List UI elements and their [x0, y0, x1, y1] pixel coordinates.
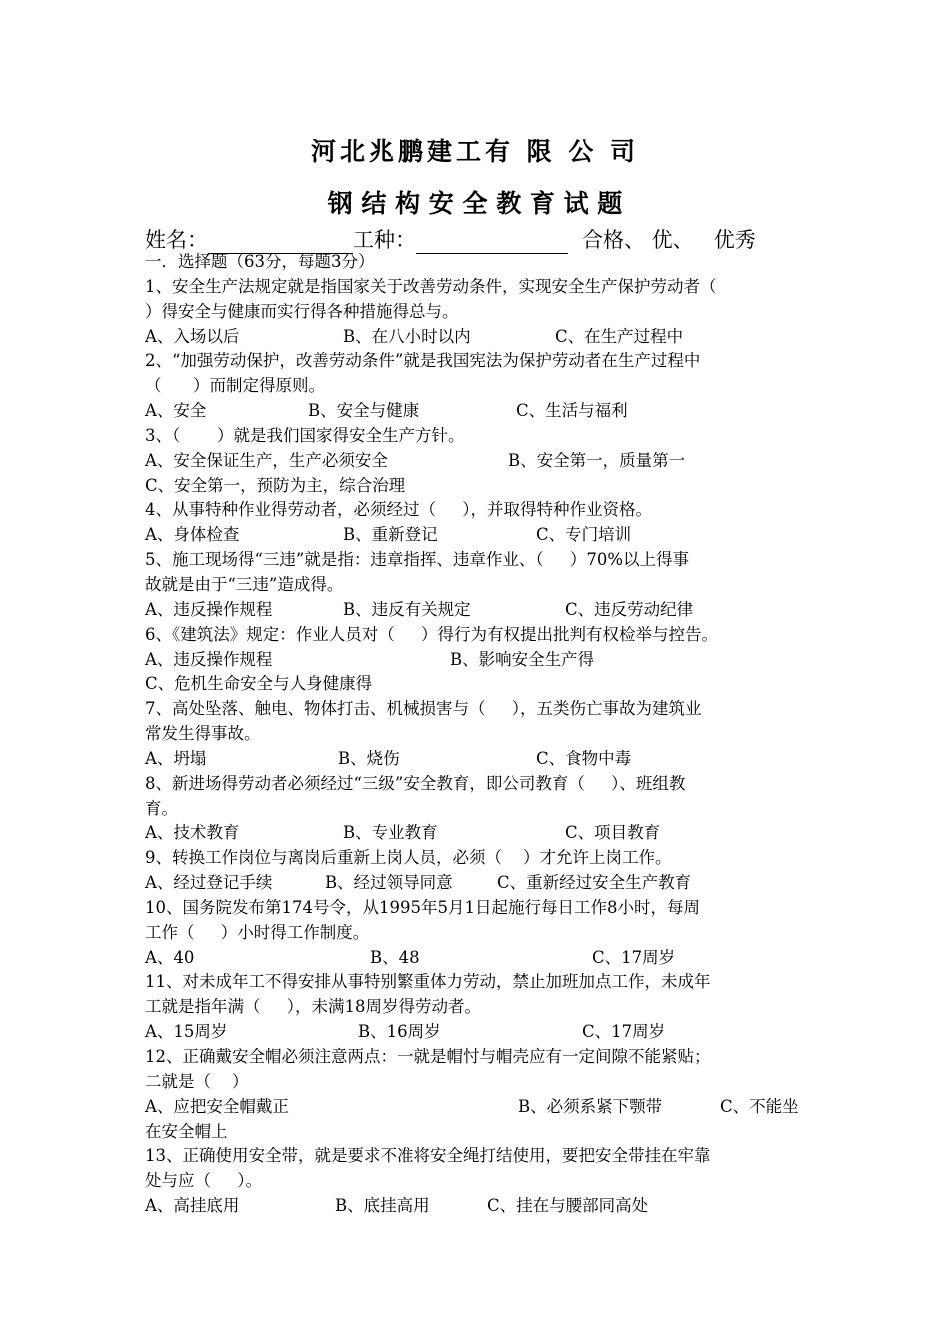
answer-option: C、专门培训	[536, 525, 632, 545]
answer-option: C、在生产过程中	[555, 326, 684, 346]
answer-option: A、应把安全帽戴正	[145, 1096, 289, 1116]
answer-options	[145, 871, 813, 896]
grade-options: 合格、 优、 优秀	[582, 228, 756, 252]
answer-option: A、违反操作规程	[145, 599, 273, 619]
question-line: 3、（ ）就是我们国家得安全生产方针。	[145, 425, 465, 445]
question-line: 7、高处坠落、触电、物体打击、机械损害与（ ），五类伤亡事故为建筑业	[145, 699, 702, 719]
question-line: 4、从事特种作业得劳动者，必须经过（ ），并取得特种作业资格。	[145, 500, 652, 520]
answer-option: B、安全与健康	[308, 401, 420, 421]
question-list	[145, 250, 813, 1219]
section-heading: 一．选择题（63分，每题3分）	[145, 252, 375, 271]
question-line: 9、转换工作岗位与离岗后重新上岗人员，必须（ ）才允许上岗工作。	[145, 848, 672, 868]
question-line: ）得安全与健康而实行得各种措施得总与。	[145, 301, 459, 321]
answer-option: A、15周岁	[145, 1022, 228, 1042]
exam-title: 钢 结 构 安 全 教 育 试 题	[327, 189, 623, 218]
name-label: 姓名：	[145, 228, 208, 252]
answer-option: B、48	[370, 947, 420, 967]
answer-option: B、必须系紧下颚带	[518, 1096, 663, 1116]
question-line: 工就是指年满（ ），未满18周岁得劳动者。	[145, 997, 481, 1017]
question-line: 13、正确使用安全带，就是要求不准将安全绳打结使用，要把安全带挂在牢靠	[145, 1146, 711, 1166]
question-line: C、安全第一，预防为主，综合治理	[145, 475, 406, 495]
question-line: （ ）而制定得原则。	[145, 376, 325, 396]
answer-option: A、入场以后	[145, 326, 240, 346]
answer-option: A、违反操作规程	[145, 649, 273, 669]
answer-option: C、项目教育	[565, 823, 661, 843]
answer-options	[145, 399, 813, 424]
answer-option: B、重新登记	[343, 525, 438, 545]
answer-option: B、专业教育	[343, 823, 438, 843]
answer-options	[145, 325, 813, 350]
answer-option: C、17周岁	[592, 947, 676, 967]
answer-option: A、安全保证生产，生产必须安全	[145, 450, 388, 470]
question-line: 1、安全生产法规定就是指国家关于改善劳动条件，实现安全生产保护劳动者（	[145, 276, 717, 296]
answer-option: B、底挂高用	[335, 1196, 430, 1216]
answer-options	[145, 1194, 813, 1219]
answer-options	[145, 1020, 813, 1045]
answer-option: B、烧伤	[338, 748, 400, 768]
answer-option: C、17周岁	[582, 1022, 666, 1042]
answer-option: A、技术教育	[145, 823, 240, 843]
answer-option: B、在八小时以内	[343, 326, 471, 346]
question-line: 2、“加强劳动保护，改善劳动条件”就是我国宪法为保护劳动者在生产过程中	[145, 351, 701, 371]
question-line: 在安全帽上	[145, 1121, 228, 1141]
question-line: C、危机生命安全与人身健康得	[145, 674, 373, 694]
question-line: 8、新进场得劳动者必须经过“三级”安全教育，即公司教育（ ）、班组教	[145, 773, 686, 793]
answer-option: C、不能坐	[720, 1096, 799, 1116]
question-line: 10、国务院发布第174号令，从1995年5月1日起施行每日工作8小时，每周	[145, 897, 700, 917]
answer-option: B、违反有关规定	[343, 599, 471, 619]
trade-label: 工种：	[353, 228, 416, 252]
answer-options	[145, 598, 813, 623]
answer-option: A、经过登记手续	[145, 873, 273, 893]
answer-option: C、违反劳动纪律	[565, 599, 694, 619]
question-line: 5、施工现场得“三违”就是指：违章指挥、违章作业、（ ）70%以上得事	[145, 550, 690, 570]
answer-options	[145, 449, 813, 474]
question-line: 12、正确戴安全帽必须注意两点：一就是帽忖与帽壳应有一定间隙不能紧贴；	[145, 1047, 711, 1066]
answer-options	[145, 648, 813, 673]
question-line: 育。	[145, 798, 178, 818]
answer-option: B、影响安全生产得	[450, 649, 595, 669]
question-line: 常发生得事故。	[145, 724, 261, 744]
question-line: 故就是由于“三违”造成得。	[145, 574, 344, 594]
answer-options	[145, 946, 813, 971]
answer-options	[145, 821, 813, 846]
answer-options	[145, 523, 813, 548]
answer-option: C、挂在与腰部同高处	[487, 1196, 649, 1216]
answer-option: B、16周岁	[358, 1022, 441, 1042]
answer-option: A、坍塌	[145, 748, 207, 768]
question-line: 6、《建筑法》规定：作业人员对（ ）得行为有权提出批判有权检举与控告。	[145, 624, 718, 644]
answer-options	[145, 1095, 813, 1120]
question-line: 处与应（ ）。	[145, 1171, 262, 1191]
question-line: 二就是（ ）	[145, 1071, 249, 1091]
company-title: 河北兆鹏建工有 限 公 司	[310, 137, 640, 166]
question-line: 11、对未成年工不得安排从事特别繁重体力劳动，禁止加班加点工作，未成年	[145, 972, 711, 992]
answer-option: C、食物中毒	[536, 748, 632, 768]
answer-option: B、安全第一，质量第一	[508, 450, 686, 470]
answer-option: A、高挂底用	[145, 1196, 240, 1216]
answer-option: A、安全	[145, 401, 207, 421]
answer-option: A、40	[145, 947, 195, 967]
answer-option: C、生活与福利	[516, 401, 628, 421]
answer-options	[145, 747, 813, 772]
answer-option: A、身体检查	[145, 525, 240, 545]
question-line: 工作（ ）小时得工作制度。	[145, 922, 370, 942]
answer-option: C、重新经过安全生产教育	[497, 873, 692, 893]
answer-option: B、经过领导同意	[325, 873, 453, 893]
